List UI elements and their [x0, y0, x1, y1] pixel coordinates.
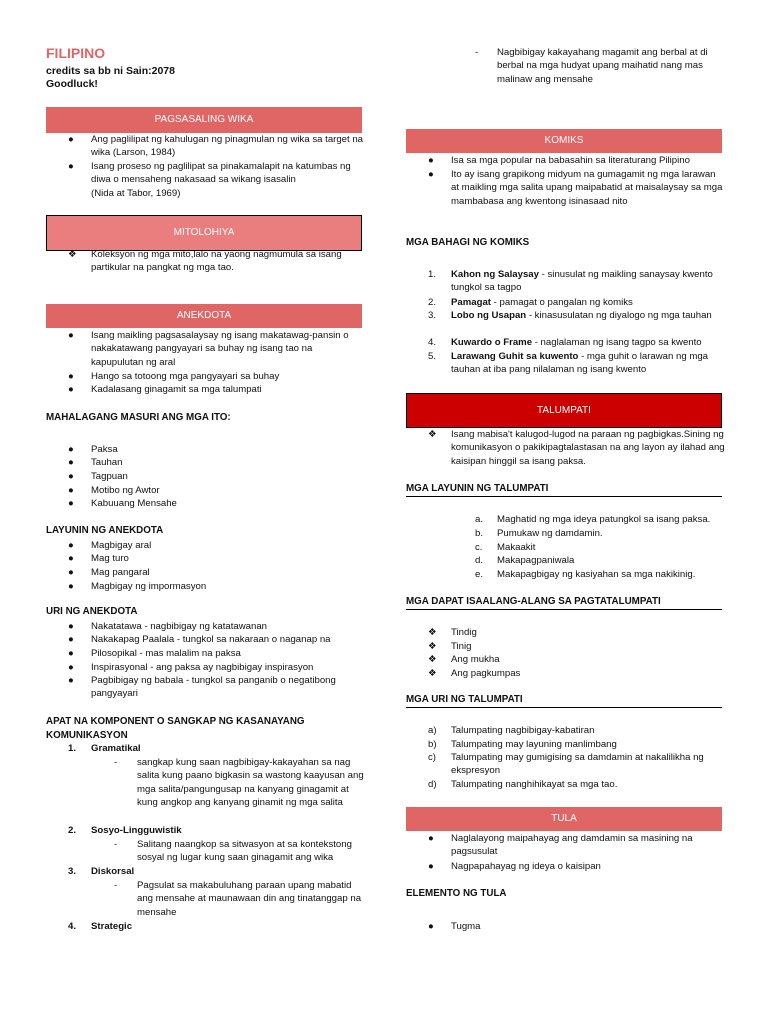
section-header-mitolohiya: MITOLOHIYA [46, 215, 362, 251]
list-item [451, 309, 726, 322]
term-description: - sinusulat ng maikling sanaysay kwento tungkol sa tagpo [451, 269, 713, 294]
bullet-icon: ● [68, 581, 74, 592]
bullet-icon: ● [68, 134, 74, 145]
term-description: - kinasusulatan ng diyalogo ng mga tauhan [526, 310, 712, 321]
term-label: Diskorsal [91, 866, 135, 877]
list-item: Inspirasyonal - ang paksa ay nagbibigay inspirasyon [91, 662, 314, 673]
list-item: Talumpating nagbibigay-kabatiran [451, 725, 595, 736]
bullet-icon: ● [68, 444, 74, 455]
heading-elemento-tula: ELEMENTO NG TULA [406, 888, 507, 899]
list-item: Tauhan [91, 457, 123, 468]
number-label: 5. [428, 351, 437, 362]
list-item: sangkap kung saan nagbibigay-kakayahan sa nag salita kung paano bigkasin sa wastong kaayusan ang mga salita/pangungusap na kanyang ginagamit at kung angkop ang kanyang ginamit ng mga salita [137, 757, 364, 809]
diamond-bullet-icon: ❖ [68, 249, 77, 260]
dash-marker: - [114, 757, 118, 768]
letter-marker: a. [475, 514, 484, 525]
diamond-bullet-icon: ❖ [428, 429, 437, 440]
list-item: Hango sa totoong mga pangyayari sa buhay [91, 371, 280, 382]
term-label: Kahon ng Salaysay [451, 269, 539, 280]
term-description: - pamagat o pangalan ng komiks [491, 297, 633, 308]
bullet-icon: ● [68, 485, 74, 496]
list-item: Isa sa mga popular na babasahin sa literaturang Pilipino [451, 155, 690, 166]
list-item: Pumukaw ng damdamin. [497, 528, 603, 539]
letter-marker: d. [475, 555, 484, 566]
letter-marker: d) [428, 779, 437, 790]
bullet-icon: ● [68, 471, 74, 482]
list-item: Tagpuan [91, 471, 128, 482]
term-label: Strategic [91, 921, 133, 932]
list-item: Ang paglilipat ng kahulugan ng pinagmulan ng wika sa target na wika (Larson, 1984) [91, 134, 364, 159]
term-description: - mga guhit o larawan ng mga tauhan at iba pang nilalaman ng isang kwento [451, 351, 708, 376]
list-item: Ito ay isang grapikong midyum na gumagamit ng mga larawan at maikling mga salita upang maipabatid at maisalaysay sa mga mambabasa ang kwentong isinasaad nito [451, 169, 723, 207]
bullet-icon: ● [68, 553, 74, 564]
bullet-icon: ● [428, 921, 434, 932]
list-item: Nakakapag Paalala - tungkol sa nakaraan o naganap na [91, 634, 331, 645]
bullet-icon: ● [68, 662, 74, 673]
bullet-icon: ● [428, 155, 434, 166]
list-item: Tinig [451, 641, 472, 652]
term-label: Lobo ng Usapan [451, 310, 527, 321]
letter-marker: a) [428, 725, 437, 736]
section-header-komiks: KOMIKS [406, 129, 722, 153]
letter-marker: b) [428, 739, 437, 750]
number-label: 2. [428, 297, 437, 308]
list-item: Tugma [451, 921, 481, 932]
term-label: Sosyo-Lingguwistik [91, 825, 182, 836]
list-item: Nagpapahayag ng ideya o kaisipan [451, 861, 601, 872]
bullet-icon: ● [68, 498, 74, 509]
list-item: Ang mukha [451, 654, 500, 665]
list-item: Pagsulat sa makabuluhang paraan upang mabatid ang mensahe at maunawaan din ang tinatanggap na mensahe [137, 880, 362, 918]
bullet-icon: ● [68, 384, 74, 395]
number-label: 4. [68, 921, 77, 932]
list-item: Isang mabisa't kalugod-lugod na paraan ng pagbigkas.Sining ng komunikasyon o pakikipagtalastasan na ang layon ay ilahad ang kaisipan hinggil sa isang paksa. [451, 429, 725, 467]
list-item: Makapagbigay ng kasiyahan sa mga nakikinig. [497, 569, 696, 580]
list-item: Isang maikling pagsasalaysay ng isang makatawag-pansin o nakakatawang pangyayari sa buhay ng isang tao na kapupulutan ng aral [91, 330, 349, 368]
list-item: Mag turo [91, 553, 129, 564]
heading-uri-anekdota: URI NG ANEKDOTA [46, 606, 138, 617]
citation-text: (Nida at Tabor, 1969) [91, 188, 181, 199]
bullet-icon: ● [68, 540, 74, 551]
section-header-talumpati: TALUMPATI [406, 393, 722, 428]
bullet-icon: ● [428, 169, 434, 180]
list-item: Pagbibigay ng babala - tungkol sa panganib o negatibong pangyayari [91, 675, 336, 700]
list-item: Talumpating may layuning manlimbang [451, 739, 617, 750]
number-label: 4. [428, 337, 437, 348]
bullet-icon: ● [68, 371, 74, 382]
list-item: Pilosopikal - mas malalim na paksa [91, 648, 241, 659]
section-header-pagsasaling-wika: PAGSASALING WIKA [46, 107, 362, 133]
number-label: 1. [428, 269, 437, 280]
bullet-icon: ● [68, 675, 74, 686]
heading-uri-talumpati: MGA URI NG TALUMPATI [406, 694, 722, 708]
letter-marker: e. [475, 569, 484, 580]
number-label: 1. [68, 743, 77, 754]
list-item: Talumpating may gumigising sa damdamin at nakalilikha ng ekspresyon [451, 752, 704, 777]
dash-marker: - [114, 880, 118, 891]
heading-komponent: APAT NA KOMPONENT O SANGKAP NG KASANAYANG KOMUNIKASYON [46, 716, 305, 741]
list-item: Naglalayong maipahayag ang damdamin sa masining na pagsusulat [451, 833, 693, 858]
list-item: Nakatatawa - nagbibigay ng katatawanan [91, 621, 268, 632]
heading-layunin-anekdota: LAYUNIN NG ANEKDOTA [46, 525, 164, 536]
dash-marker: - [475, 47, 479, 58]
list-item: Magbigay ng impormasyon [91, 581, 207, 592]
page-title: FILIPINO [46, 45, 106, 61]
bullet-icon: ● [68, 161, 74, 172]
number-label: 3. [428, 310, 437, 321]
list-item [451, 336, 726, 349]
heading-dapat-isaalang-alang: MGA DAPAT ISAALANG-ALANG SA PAGTATALUMPATI [406, 596, 722, 610]
list-item [451, 296, 726, 309]
credits-text: credits sa bb ni Sain:2078 [46, 65, 175, 77]
term-label: Larawang Guhit sa kuwento [451, 351, 579, 362]
diamond-bullet-icon: ❖ [428, 641, 437, 652]
list-item: Ang pagkumpas [451, 668, 521, 679]
list-item: Kabuuang Mensahe [91, 498, 177, 509]
list-item [451, 268, 726, 295]
term-description: - naglalaman ng isang tagpo sa kwento [532, 337, 702, 348]
heading-masuri: MAHALAGANG MASURI ANG MGA ITO: [46, 412, 231, 423]
section-header-tula: TULA [406, 807, 722, 831]
list-item: Talumpating nanghihikayat sa mga tao. [451, 779, 618, 790]
list-item: Koleksyon ng mga mito,lalo na yaong nagmumula sa isang partikular na pangkat ng mga tao. [91, 249, 342, 274]
list-item: Motibo ng Awtor [91, 485, 160, 496]
goodluck-text: Goodluck! [46, 78, 98, 90]
term-label: Pamagat [451, 297, 491, 308]
heading-bahagi-komiks: MGA BAHAGI NG KOMIKS [406, 237, 530, 248]
list-item: Tindig [451, 627, 477, 638]
list-item [451, 350, 726, 377]
list-item: Magbigay aral [91, 540, 152, 551]
bullet-icon: ● [68, 634, 74, 645]
bullet-icon: ● [68, 330, 74, 341]
bullet-icon: ● [68, 648, 74, 659]
list-item: Makapagpaniwala [497, 555, 575, 566]
list-item: Kadalasang ginagamit sa mga talumpati [91, 384, 262, 395]
list-item: Nagbibigay kakayahang magamit ang berbal at di berbal na mga hudyat upang maihatid nang mas malinaw ang mensahe [497, 47, 708, 85]
section-header-anekdota: ANEKDOTA [46, 304, 362, 328]
list-item: Maghatid ng mga ideya patungkol sa isang paksa. [497, 514, 711, 525]
letter-marker: b. [475, 528, 484, 539]
diamond-bullet-icon: ❖ [428, 627, 437, 638]
list-item: Salitang naangkop sa sitwasyon at sa kontekstong sosyal ng lugar kung saan ginagamit ang wika [137, 839, 352, 864]
number-label: 3. [68, 866, 77, 877]
term-label: Kuwardo o Frame [451, 337, 533, 348]
bullet-icon: ● [428, 861, 434, 872]
list-item: Isang proseso ng paglilipat sa pinakamalapit na katumbas ng diwa o mensaheng nakasaad sa wikang isasalin [91, 161, 351, 186]
list-item: Makaakit [497, 542, 536, 553]
list-item: Paksa [91, 444, 118, 455]
number-label: 2. [68, 825, 77, 836]
list-item: Mag pangaral [91, 567, 150, 578]
diamond-bullet-icon: ❖ [428, 668, 437, 679]
dash-marker: - [114, 839, 118, 850]
bullet-icon: ● [68, 621, 74, 632]
diamond-bullet-icon: ❖ [428, 654, 437, 665]
bullet-icon: ● [68, 567, 74, 578]
heading-layunin-talumpati: MGA LAYUNIN NG TALUMPATI [406, 483, 722, 497]
letter-marker: c. [475, 542, 483, 553]
letter-marker: c) [428, 752, 436, 763]
bullet-icon: ● [428, 833, 434, 844]
bullet-icon: ● [68, 457, 74, 468]
term-label: Gramatikal [91, 743, 141, 754]
